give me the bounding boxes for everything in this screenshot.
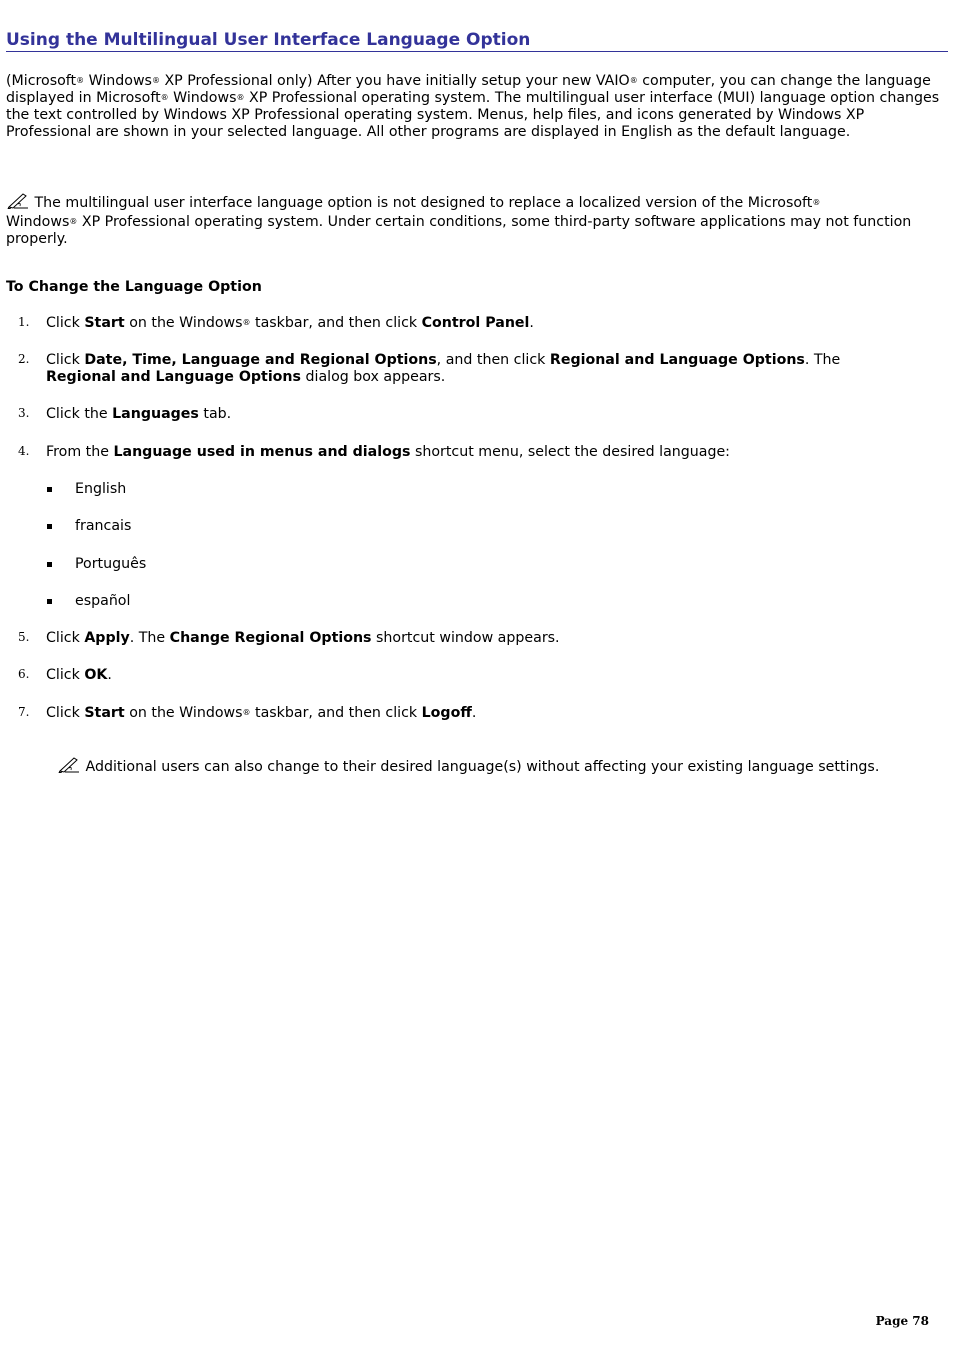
step-3-text: Click the Languages tab. [46, 406, 232, 422]
note-paragraph-2: Additional users can also change to their desired language(s) without affecting your existing language settings. [57, 756, 952, 778]
step-number: 5. [18, 630, 30, 644]
step-2-text: Click Date, Time, Language and Regional Options, and then click Regional and Language Options. The Regional and Language Options dialog box appears. [46, 352, 841, 385]
step-number: 3. [18, 406, 30, 420]
bullet-icon [47, 562, 52, 567]
intro-paragraph: (Microsoft® Windows® XP Professional only) After you have initially setup your new VAIO® computer, you can change the language displayed in Microsoft® Windows® XP Professional operating system. The multilingual user interface (MUI) language option changes the text controlled by Windows XP Professional operating system. Menus, help files, and icons generated by Windows XP Professional are shown in your selected language. All other programs are displayed in English as the default language. [6, 73, 940, 140]
step-number: 4. [18, 444, 30, 458]
note-pencil-icon [57, 756, 81, 778]
step-4-text: From the Language used in menus and dialogs shortcut menu, select the desired language: [46, 444, 730, 460]
note-paragraph: The multilingual user interface language option is not designed to replace a localized version of the Microsoft® Windows® XP Professional operating system. Under certain conditions, some third-party software applications may not function properly. [6, 192, 950, 248]
step-number: 2. [18, 352, 30, 366]
list-item: Português [75, 556, 147, 572]
bullet-icon [47, 524, 52, 529]
step-1-text: Click Start on the Windows® taskbar, and then click Control Panel. [46, 315, 534, 331]
page-number: Page 78 [875, 1314, 929, 1328]
step-number: 7. [18, 705, 30, 719]
step-number: 6. [18, 667, 30, 681]
list-item: francais [75, 518, 132, 534]
note-pencil-icon [6, 192, 30, 214]
page-title: Using the Multilingual User Interface Language Option [6, 29, 948, 52]
step-7-text: Click Start on the Windows® taskbar, and then click Logoff. [46, 705, 477, 721]
step-5-text: Click Apply. The Change Regional Options shortcut window appears. [46, 630, 560, 646]
step-6-text: Click OK. [46, 667, 112, 683]
list-item: English [75, 481, 127, 497]
bullet-icon [47, 487, 52, 492]
step-number: 1. [18, 315, 30, 329]
list-item: español [75, 593, 131, 609]
section-heading: To Change the Language Option [6, 279, 262, 295]
bullet-icon [47, 599, 52, 604]
